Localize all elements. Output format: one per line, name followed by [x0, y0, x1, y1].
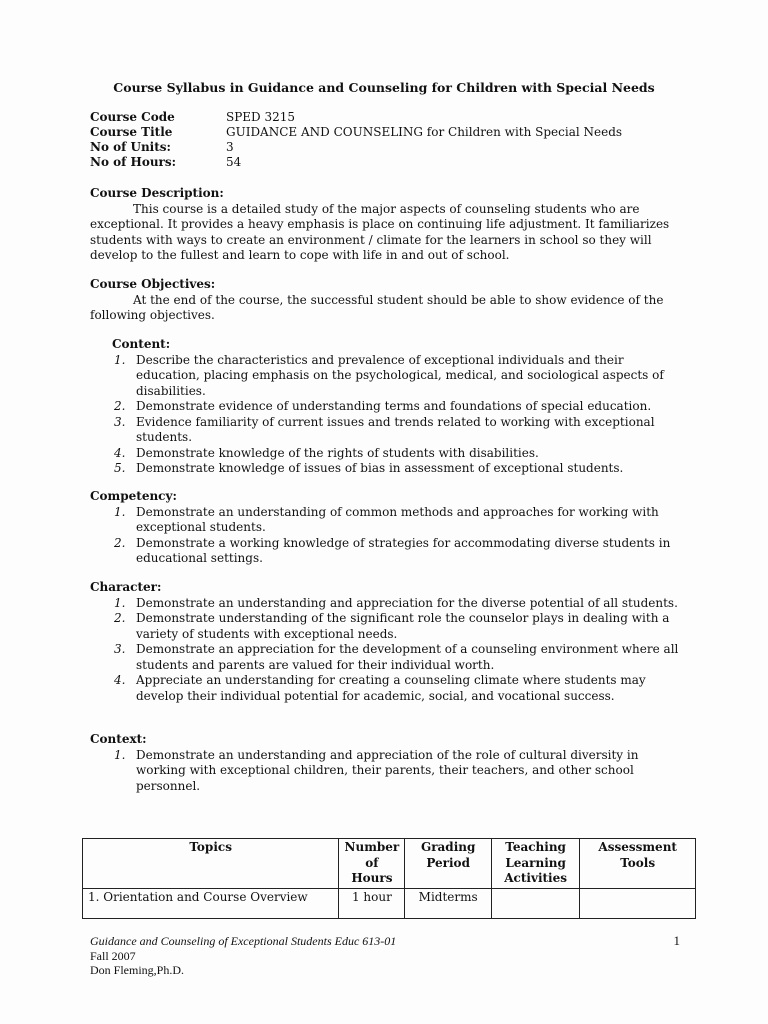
footer-instructor: Don Fleming,Ph.D. — [90, 963, 185, 977]
list-item: 5. Demonstrate knowledge of issues of bias in assessment of exceptional students. — [114, 461, 624, 475]
course-code-value: SPED 3215 — [226, 110, 296, 124]
content-heading: Content: — [112, 337, 171, 351]
list-item: 1. Demonstrate an understanding of common methods and approaches for working with exceptional students. — [114, 504, 659, 534]
course-description-heading: Course Description: — [90, 186, 224, 200]
list-item: 1. Describe the characteristics and prevalence of exceptional individuals and their education, placing emphasis on the psychological, medical, and sociological aspects of disabilities. — [114, 352, 664, 398]
character-heading: Character: — [90, 580, 162, 594]
list-item: 4. Demonstrate knowledge of the rights of students with disabilities. — [114, 445, 539, 460]
units-value: 3 — [226, 140, 234, 154]
character-list — [90, 596, 690, 705]
activities-header: Teaching Learning Activities — [491, 839, 579, 889]
table-cell: 1 hour — [339, 888, 405, 918]
course-info — [90, 110, 622, 170]
table-cell — [580, 888, 696, 918]
course-description-section — [90, 186, 690, 264]
course-objectives-text: At the end of the course, the successful student should be able to show evidence of the following objectives. — [90, 292, 664, 322]
grading-period-header: Grading Period — [405, 839, 491, 889]
table-row — [83, 888, 696, 918]
competency-section — [90, 489, 690, 567]
assessment-header: Assessment Tools — [580, 839, 696, 889]
document-title: Course Syllabus in Guidance and Counseling for Children with Special Needs — [113, 80, 655, 95]
list-item: 1. Demonstrate an understanding and appreciation for the diverse potential of all students. — [114, 595, 678, 610]
course-title-label: Course Title — [90, 125, 173, 139]
course-objectives-heading: Course Objectives: — [90, 277, 216, 291]
course-title-row — [90, 125, 622, 140]
hours-label: No of Hours: — [90, 155, 177, 169]
content-section — [90, 337, 690, 477]
character-section — [90, 580, 690, 704]
course-code-label: Course Code — [90, 110, 175, 124]
units-label: No of Units: — [90, 140, 171, 154]
competency-list — [90, 505, 690, 567]
list-item: 1. Demonstrate an understanding and appreciation of the role of cultural diversity in working with exceptional children, their parents, their teachers, and other school personnel. — [114, 747, 639, 793]
list-item: 2. Demonstrate a working knowledge of strategies for accommodating diverse students in educational settings. — [114, 535, 671, 565]
table-cell: 1. Orientation and Course Overview — [83, 888, 339, 918]
page-number: 1 — [673, 933, 680, 948]
table-cell — [491, 888, 579, 918]
topics-header: Topics — [83, 839, 339, 889]
units-row — [90, 140, 622, 155]
footer-term: Fall 2007 — [90, 948, 136, 963]
course-description-text: This course is a detailed study of the major aspects of counseling students who are exceptional. It provides a heavy emphasis is place on continuing life adjustment. It familiarizes students with ways to create an environment / climate for the learners in school so they will develop to the fullest and learn to cope with life in and out of school. — [90, 201, 670, 262]
context-heading: Context: — [90, 732, 147, 746]
context-list — [90, 748, 690, 795]
hours-header: Number of Hours — [339, 839, 405, 889]
course-code-row — [90, 110, 622, 125]
course-title-value: GUIDANCE AND COUNSELING for Children with Special Needs — [226, 125, 623, 139]
hours-value: 54 — [226, 155, 242, 169]
context-section — [90, 732, 690, 794]
page-footer — [90, 934, 680, 978]
hours-row — [90, 155, 622, 170]
list-item: 3. Demonstrate an appreciation for the development of a counseling environment where all students and parents are valued for their individual worth. — [114, 642, 679, 672]
list-item: 4. Appreciate an understanding for creating a counseling climate where students may develop their individual potential for academic, social, and vocational success. — [114, 673, 646, 703]
topics-table — [82, 838, 696, 919]
content-list — [90, 353, 690, 477]
table-header-row — [83, 839, 696, 889]
table-cell: Midterms — [405, 888, 491, 918]
footer-course-line: Guidance and Counseling of Exceptional Students Educ 613-01 — [90, 934, 397, 948]
list-item: 3. Evidence familiarity of current issues and trends related to working with exceptional students. — [114, 414, 655, 444]
list-item: 2. Demonstrate understanding of the significant role the counselor plays in dealing with a variety of students with exceptional needs. — [114, 611, 670, 641]
list-item: 2. Demonstrate evidence of understanding terms and foundations of special education. — [114, 399, 652, 413]
competency-heading: Competency: — [90, 489, 177, 503]
course-objectives-section — [90, 277, 690, 324]
